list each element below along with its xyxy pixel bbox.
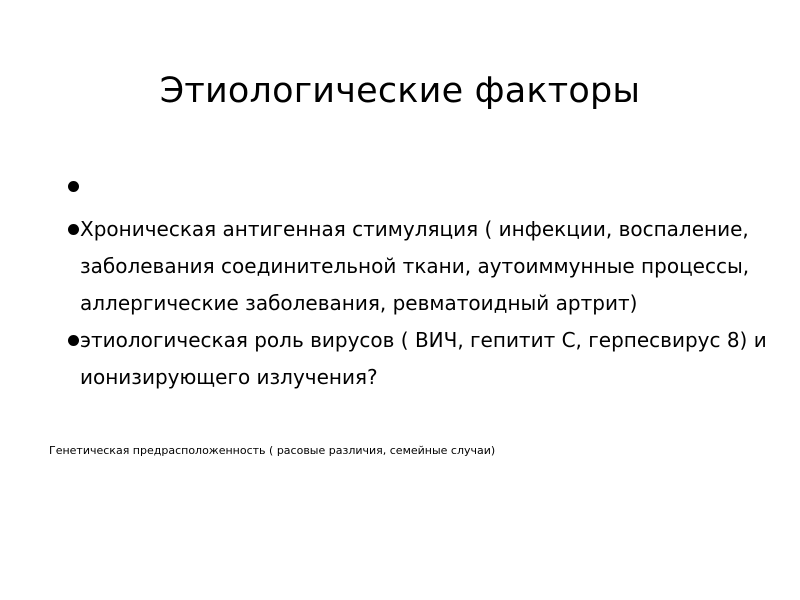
bullet-dot-icon [68, 335, 79, 346]
bullet-text: Хроническая антигенная стимуляция ( инфекции, воспаление, заболевания соединительной ткани, аутоиммунные процессы, аллергические заболевания, ревматоидный артрит) [80, 217, 750, 315]
bullet-item-chronic-stimulation [32, 211, 772, 322]
genetic-predisposition-note: Генетическая предрасположенность ( расовые различия, семейные случаи) [49, 444, 496, 457]
bullet-text: этиологическая роль вирусов ( ВИЧ, гепитит С, герпесвирус 8) и ионизирующего излучения? [80, 328, 767, 389]
slide-title: Этиологические факторы [159, 71, 641, 112]
bullet-item-empty [32, 168, 772, 205]
bullet-dot-icon [68, 224, 79, 235]
bullet-dot-icon [68, 181, 79, 192]
bullet-item-viral-role [32, 322, 772, 396]
bullet-list [32, 168, 772, 396]
